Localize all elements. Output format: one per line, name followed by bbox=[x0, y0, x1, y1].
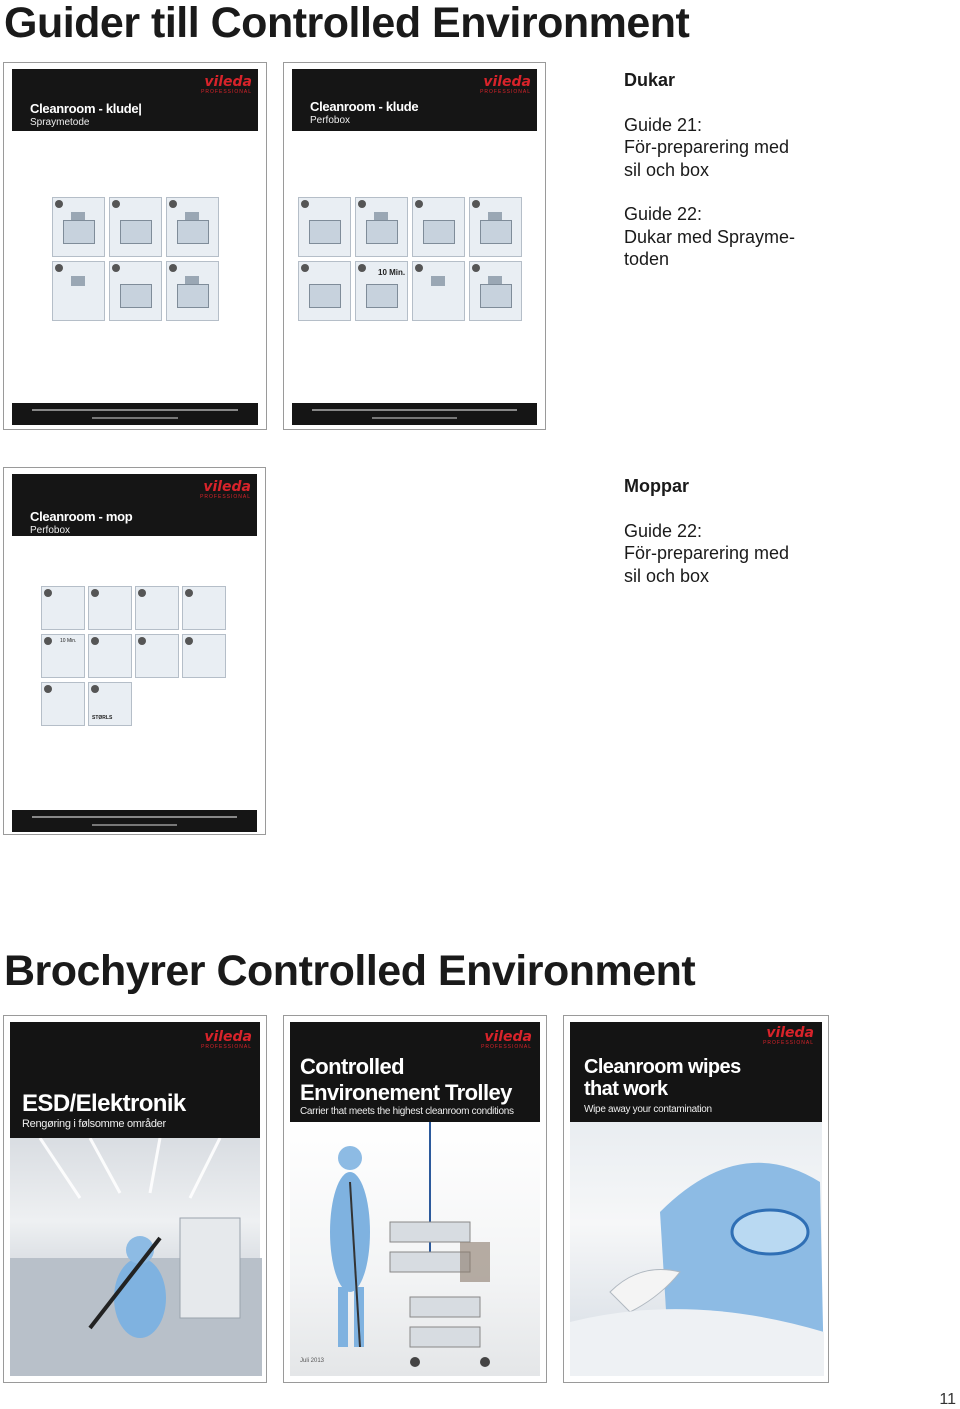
step-tile bbox=[41, 682, 85, 726]
step-tile bbox=[135, 586, 179, 630]
guide21-line1: För-preparering med bbox=[624, 137, 790, 157]
brochure-subtitle: Wipe away your contamination bbox=[584, 1104, 712, 1115]
moppar-guide22-line2: sil och box bbox=[624, 565, 710, 586]
cleanroom-photo bbox=[10, 1138, 260, 1376]
brochure-title-line1: Cleanroom wipes bbox=[584, 1056, 741, 1078]
guide-thumbnail-perfobox-dukar[interactable] bbox=[283, 62, 546, 430]
guide-footer bbox=[12, 403, 258, 425]
step-tile bbox=[166, 197, 219, 257]
step-tile bbox=[52, 197, 105, 257]
guide-header bbox=[292, 69, 537, 131]
vileda-logo: vileda PROFESSIONAL bbox=[480, 74, 531, 95]
step-tile bbox=[41, 586, 85, 630]
wipes-photo bbox=[570, 1122, 822, 1376]
brochure-esd-elektronik[interactable] bbox=[3, 1015, 267, 1383]
step-tile bbox=[166, 261, 219, 321]
step-tile bbox=[182, 586, 226, 630]
step-tile bbox=[41, 634, 85, 678]
vileda-logo: vileda PROFESSIONAL bbox=[201, 74, 252, 95]
brochure-header bbox=[10, 1022, 260, 1138]
step-tile bbox=[298, 197, 351, 257]
brochure-cleanroom-wipes[interactable] bbox=[563, 1015, 829, 1383]
step-tile bbox=[88, 634, 132, 678]
dukar-heading: Dukar bbox=[624, 70, 676, 90]
guide-title: Cleanroom - klude| bbox=[30, 101, 142, 116]
step-tile bbox=[109, 197, 162, 257]
step-tile bbox=[412, 261, 465, 321]
guide21-line2: sil och box bbox=[624, 159, 710, 180]
page-number: 11 bbox=[939, 1391, 956, 1408]
guide-header bbox=[12, 69, 258, 131]
brochure-title-line2: that work bbox=[584, 1078, 668, 1100]
guide22-label: Guide 22: bbox=[624, 204, 703, 224]
brochure-header bbox=[570, 1022, 822, 1122]
brochure-date: Juli 2013 bbox=[300, 1358, 325, 1364]
size-label: STØRLS bbox=[92, 715, 113, 721]
moppar-guide22-label: Guide 22: bbox=[624, 520, 703, 541]
guide-title: Cleanroom - mop bbox=[30, 509, 133, 524]
guide-subtitle: Perfobox bbox=[30, 525, 71, 536]
step-tile bbox=[355, 197, 408, 257]
step-tile bbox=[88, 586, 132, 630]
guide-header bbox=[12, 474, 257, 536]
guide-subtitle: Perfobox bbox=[310, 115, 351, 126]
guides-heading: Guider till Controlled Environment bbox=[4, 0, 690, 47]
moppar-description bbox=[624, 475, 789, 587]
timer-label: 10 Min. bbox=[378, 268, 406, 277]
brochure-trolley[interactable] bbox=[283, 1015, 547, 1383]
brochures-heading: Brochyrer Controlled Environment bbox=[4, 947, 696, 995]
guide22-line2: toden bbox=[624, 249, 670, 269]
brochure-subtitle: Rengøring i følsomme områder bbox=[22, 1118, 166, 1130]
step-tile bbox=[52, 261, 105, 321]
step-tile bbox=[135, 634, 179, 678]
moppar-heading: Moppar bbox=[624, 476, 689, 496]
guide22-line1: Dukar med Sprayme- bbox=[624, 226, 796, 247]
vileda-logo: vileda PROFESSIONAL bbox=[763, 1025, 814, 1046]
guide-thumbnail-spraymetode[interactable] bbox=[3, 62, 267, 430]
brochure-title-line1: Controlled bbox=[300, 1054, 404, 1079]
trolley-photo bbox=[290, 1122, 540, 1376]
step-tile bbox=[469, 197, 522, 257]
vileda-logo: vileda PROFESSIONAL bbox=[481, 1029, 532, 1050]
brochure-subtitle: Carrier that meets the highest cleanroom conditions bbox=[300, 1106, 514, 1117]
guide21-label: Guide 21: bbox=[624, 114, 703, 135]
step-tile bbox=[298, 261, 351, 321]
vileda-logo: vileda PROFESSIONAL bbox=[200, 479, 251, 500]
guide-footer bbox=[12, 810, 257, 832]
dukar-description bbox=[624, 69, 795, 271]
step-tile bbox=[469, 261, 522, 321]
guide-footer bbox=[292, 403, 537, 425]
timer-label: 10 Min. bbox=[60, 638, 77, 644]
moppar-guide22-line1: För-preparering med bbox=[624, 543, 790, 563]
step-tile bbox=[355, 261, 408, 321]
guide-thumbnail-mop[interactable] bbox=[3, 467, 266, 835]
brochure-header bbox=[290, 1022, 540, 1122]
brochure-title-line2: Environement Trolley bbox=[300, 1080, 512, 1105]
step-tile bbox=[412, 197, 465, 257]
vileda-logo: vileda PROFESSIONAL bbox=[201, 1029, 252, 1050]
step-tile bbox=[109, 261, 162, 321]
step-tile bbox=[182, 634, 226, 678]
guide-title: Cleanroom - klude bbox=[310, 99, 419, 114]
guide-subtitle: Spraymetode bbox=[30, 117, 90, 128]
brochure-title: ESD/Elektronik bbox=[22, 1090, 186, 1117]
step-tile bbox=[88, 682, 132, 726]
